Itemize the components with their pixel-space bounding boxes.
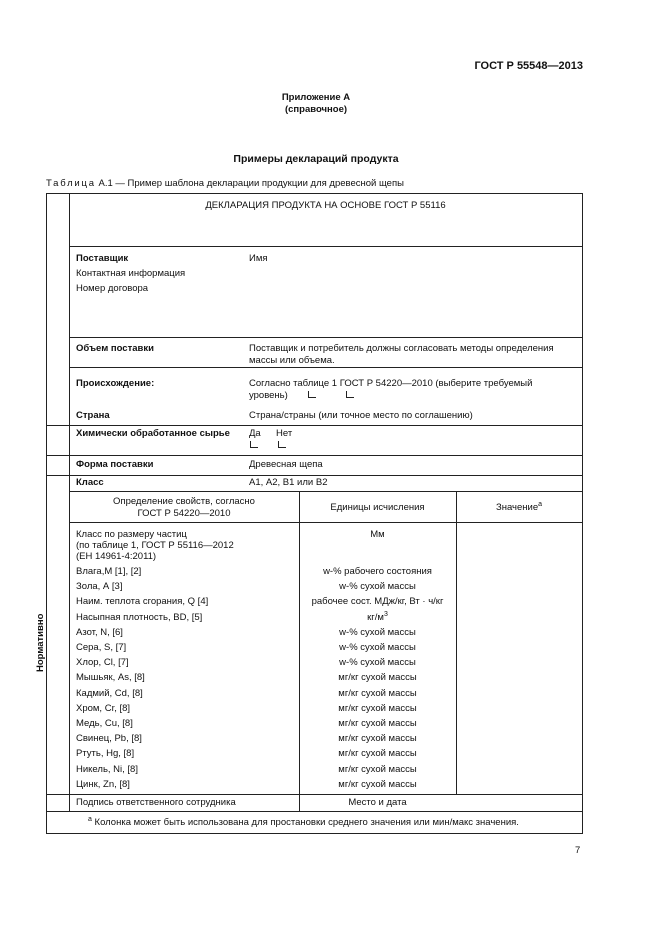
property-unit-text: мг/кг сухой массы	[338, 718, 417, 729]
caption-text: А.1 — Пример шаблона декларации продукции для древесной щепы	[95, 178, 404, 189]
row-divider	[69, 246, 582, 247]
value-header-note: a	[538, 500, 543, 508]
declaration-header: ДЕКЛАРАЦИЯ ПРОДУКТА НА ОСНОВЕ ГОСТ Р 55116	[205, 200, 446, 211]
property-unit-text: мг/кг сухой массы	[338, 703, 417, 714]
property-unit	[299, 566, 456, 578]
particle-size-unit: Мм	[370, 529, 385, 540]
supplier-label: Поставщик	[76, 253, 129, 264]
contact-info-label: Контактная информация	[76, 268, 186, 279]
property-header-line1: Определение свойств, согласно	[113, 496, 255, 507]
property-name: Никель, Ni, [8]	[76, 764, 138, 775]
volume-value-line1: Поставщик и потребитель должны согласовать методы определения	[249, 343, 554, 354]
footnote	[88, 817, 519, 829]
property-unit-text: мг/кг сухой массы	[338, 748, 417, 759]
property-unit-text: w-% рабочего состояния	[323, 566, 432, 577]
supplier-value: Имя	[249, 253, 268, 264]
property-name: Наим. теплота сгорания, Q [4]	[76, 596, 209, 607]
property-unit-text: кг/м	[367, 612, 384, 623]
property-unit	[299, 718, 456, 730]
property-name: Хром, Cr, [8]	[76, 703, 131, 714]
property-unit	[299, 688, 456, 700]
origin-label: Происхождение:	[76, 378, 155, 389]
chemical-yes-label: Да	[249, 428, 261, 439]
property-unit	[299, 627, 456, 639]
units-header: Единицы исчисления	[330, 502, 425, 513]
property-unit	[299, 596, 456, 608]
row-divider	[69, 337, 582, 338]
footnote-mark: a	[88, 815, 92, 823]
property-unit	[299, 612, 456, 624]
property-unit	[299, 657, 456, 669]
property-unit-superscript: 3	[383, 610, 388, 618]
property-unit-text: мг/кг сухой массы	[338, 688, 417, 699]
row-divider	[47, 425, 582, 426]
property-header-line2: ГОСТ Р 54220—2010	[137, 508, 231, 519]
volume-value-line2: массы или объема.	[249, 355, 335, 366]
property-unit-text: w-% сухой массы	[339, 581, 416, 592]
property-unit-text: рабочее сост. МДж/кг, Вт · ч/кг	[311, 596, 444, 607]
property-unit	[299, 748, 456, 760]
origin-value-line2	[249, 390, 354, 402]
table-caption	[46, 178, 404, 189]
row-divider	[47, 811, 582, 812]
property-name: Зола, А [3]	[76, 581, 123, 592]
origin-level-text: уровень)	[249, 390, 288, 401]
row-divider	[47, 794, 582, 795]
property-name: Насыпная плотность, BD, [5]	[76, 612, 203, 623]
property-name: Мышьяк, As, [8]	[76, 672, 145, 683]
form-value: Древесная щепа	[249, 459, 323, 470]
property-unit-text: мг/кг сухой массы	[338, 764, 417, 775]
row-divider	[69, 491, 582, 492]
property-header	[69, 496, 299, 520]
volume-label: Объем поставки	[76, 343, 154, 354]
particle-size-line3: (ЕН 14961-4:2011)	[76, 551, 157, 562]
caption-prefix: Таблица	[46, 178, 96, 189]
document-code: ГОСТ Р 55548—2013	[474, 60, 583, 72]
property-unit	[299, 733, 456, 745]
declaration-table	[35, 193, 583, 834]
particle-size-line1: Класс по размеру частиц	[76, 529, 187, 540]
property-unit	[299, 672, 456, 684]
checkbox-icon[interactable]	[250, 441, 258, 448]
chemical-no-label: Нет	[276, 428, 293, 439]
checkbox-icon[interactable]	[278, 441, 286, 448]
place-date-label: Место и дата	[348, 797, 407, 808]
footnote-text: Колонка может быть использована для простановки среднего значения или мин/макс значения.	[91, 817, 519, 828]
property-unit	[299, 779, 456, 791]
property-name: Сера, S, [7]	[76, 642, 127, 653]
property-unit-text: мг/кг сухой массы	[338, 672, 417, 683]
chemical-yes-box[interactable]	[249, 440, 258, 452]
chemical-no-box[interactable]	[277, 440, 286, 452]
signature-label: Подпись ответственного сотрудника	[76, 797, 236, 808]
property-unit	[299, 581, 456, 593]
property-unit-text: мг/кг сухой массы	[338, 733, 417, 744]
form-label: Форма поставки	[76, 459, 154, 470]
row-divider	[47, 455, 582, 456]
contract-number-label: Номер договора	[76, 283, 149, 294]
property-name: Кадмий, Cd, [8]	[76, 688, 143, 699]
property-name: Ртуть, Hg, [8]	[76, 748, 135, 759]
property-name: Свинец, Pb, [8]	[76, 733, 142, 744]
property-name: Влага,M [1], [2]	[76, 566, 142, 577]
property-unit	[299, 764, 456, 776]
property-unit-text: w-% сухой массы	[339, 627, 416, 638]
checkbox-icon[interactable]	[346, 391, 354, 398]
value-header-text: Значение	[495, 502, 539, 513]
page-number: 7	[575, 845, 581, 856]
property-name: Хлор, Cl, [7]	[76, 657, 129, 668]
property-unit	[299, 642, 456, 654]
appendix-subtitle: (справочное)	[284, 104, 348, 115]
row-divider	[69, 367, 582, 368]
class-value: А1, А2, В1 или В2	[249, 477, 328, 488]
country-label: Страна	[76, 410, 110, 421]
row-divider	[69, 522, 582, 523]
property-unit-text: w-% сухой массы	[339, 657, 416, 668]
appendix-title: Приложение А	[281, 92, 351, 103]
row-divider	[47, 475, 582, 476]
property-name: Азот, N, [6]	[76, 627, 123, 638]
column-divider	[456, 491, 457, 794]
chemical-label: Химически обработанное сырье	[76, 428, 230, 439]
page-title: Примеры деклараций продукта	[233, 153, 399, 165]
origin-value-line1: Согласно таблице 1 ГОСТ Р 54220—2010 (выберите требуемый	[249, 378, 533, 389]
appendix-heading	[0, 92, 632, 116]
checkbox-icon[interactable]	[308, 391, 316, 398]
property-unit-text: мг/кг сухой массы	[338, 779, 417, 790]
particle-size-line2: (по таблице 1, ГОСТ Р 55116—2012	[76, 540, 234, 551]
class-label: Класс	[76, 477, 104, 488]
country-value: Страна/страны (или точное место по соглашению)	[249, 410, 473, 421]
property-unit	[299, 703, 456, 715]
normative-label: Нормативно	[35, 613, 46, 672]
value-header	[456, 502, 582, 514]
property-name: Цинк, Zn, [8]	[76, 779, 130, 790]
property-unit-text: w-% сухой массы	[339, 642, 416, 653]
property-name: Медь, Cu, [8]	[76, 718, 133, 729]
